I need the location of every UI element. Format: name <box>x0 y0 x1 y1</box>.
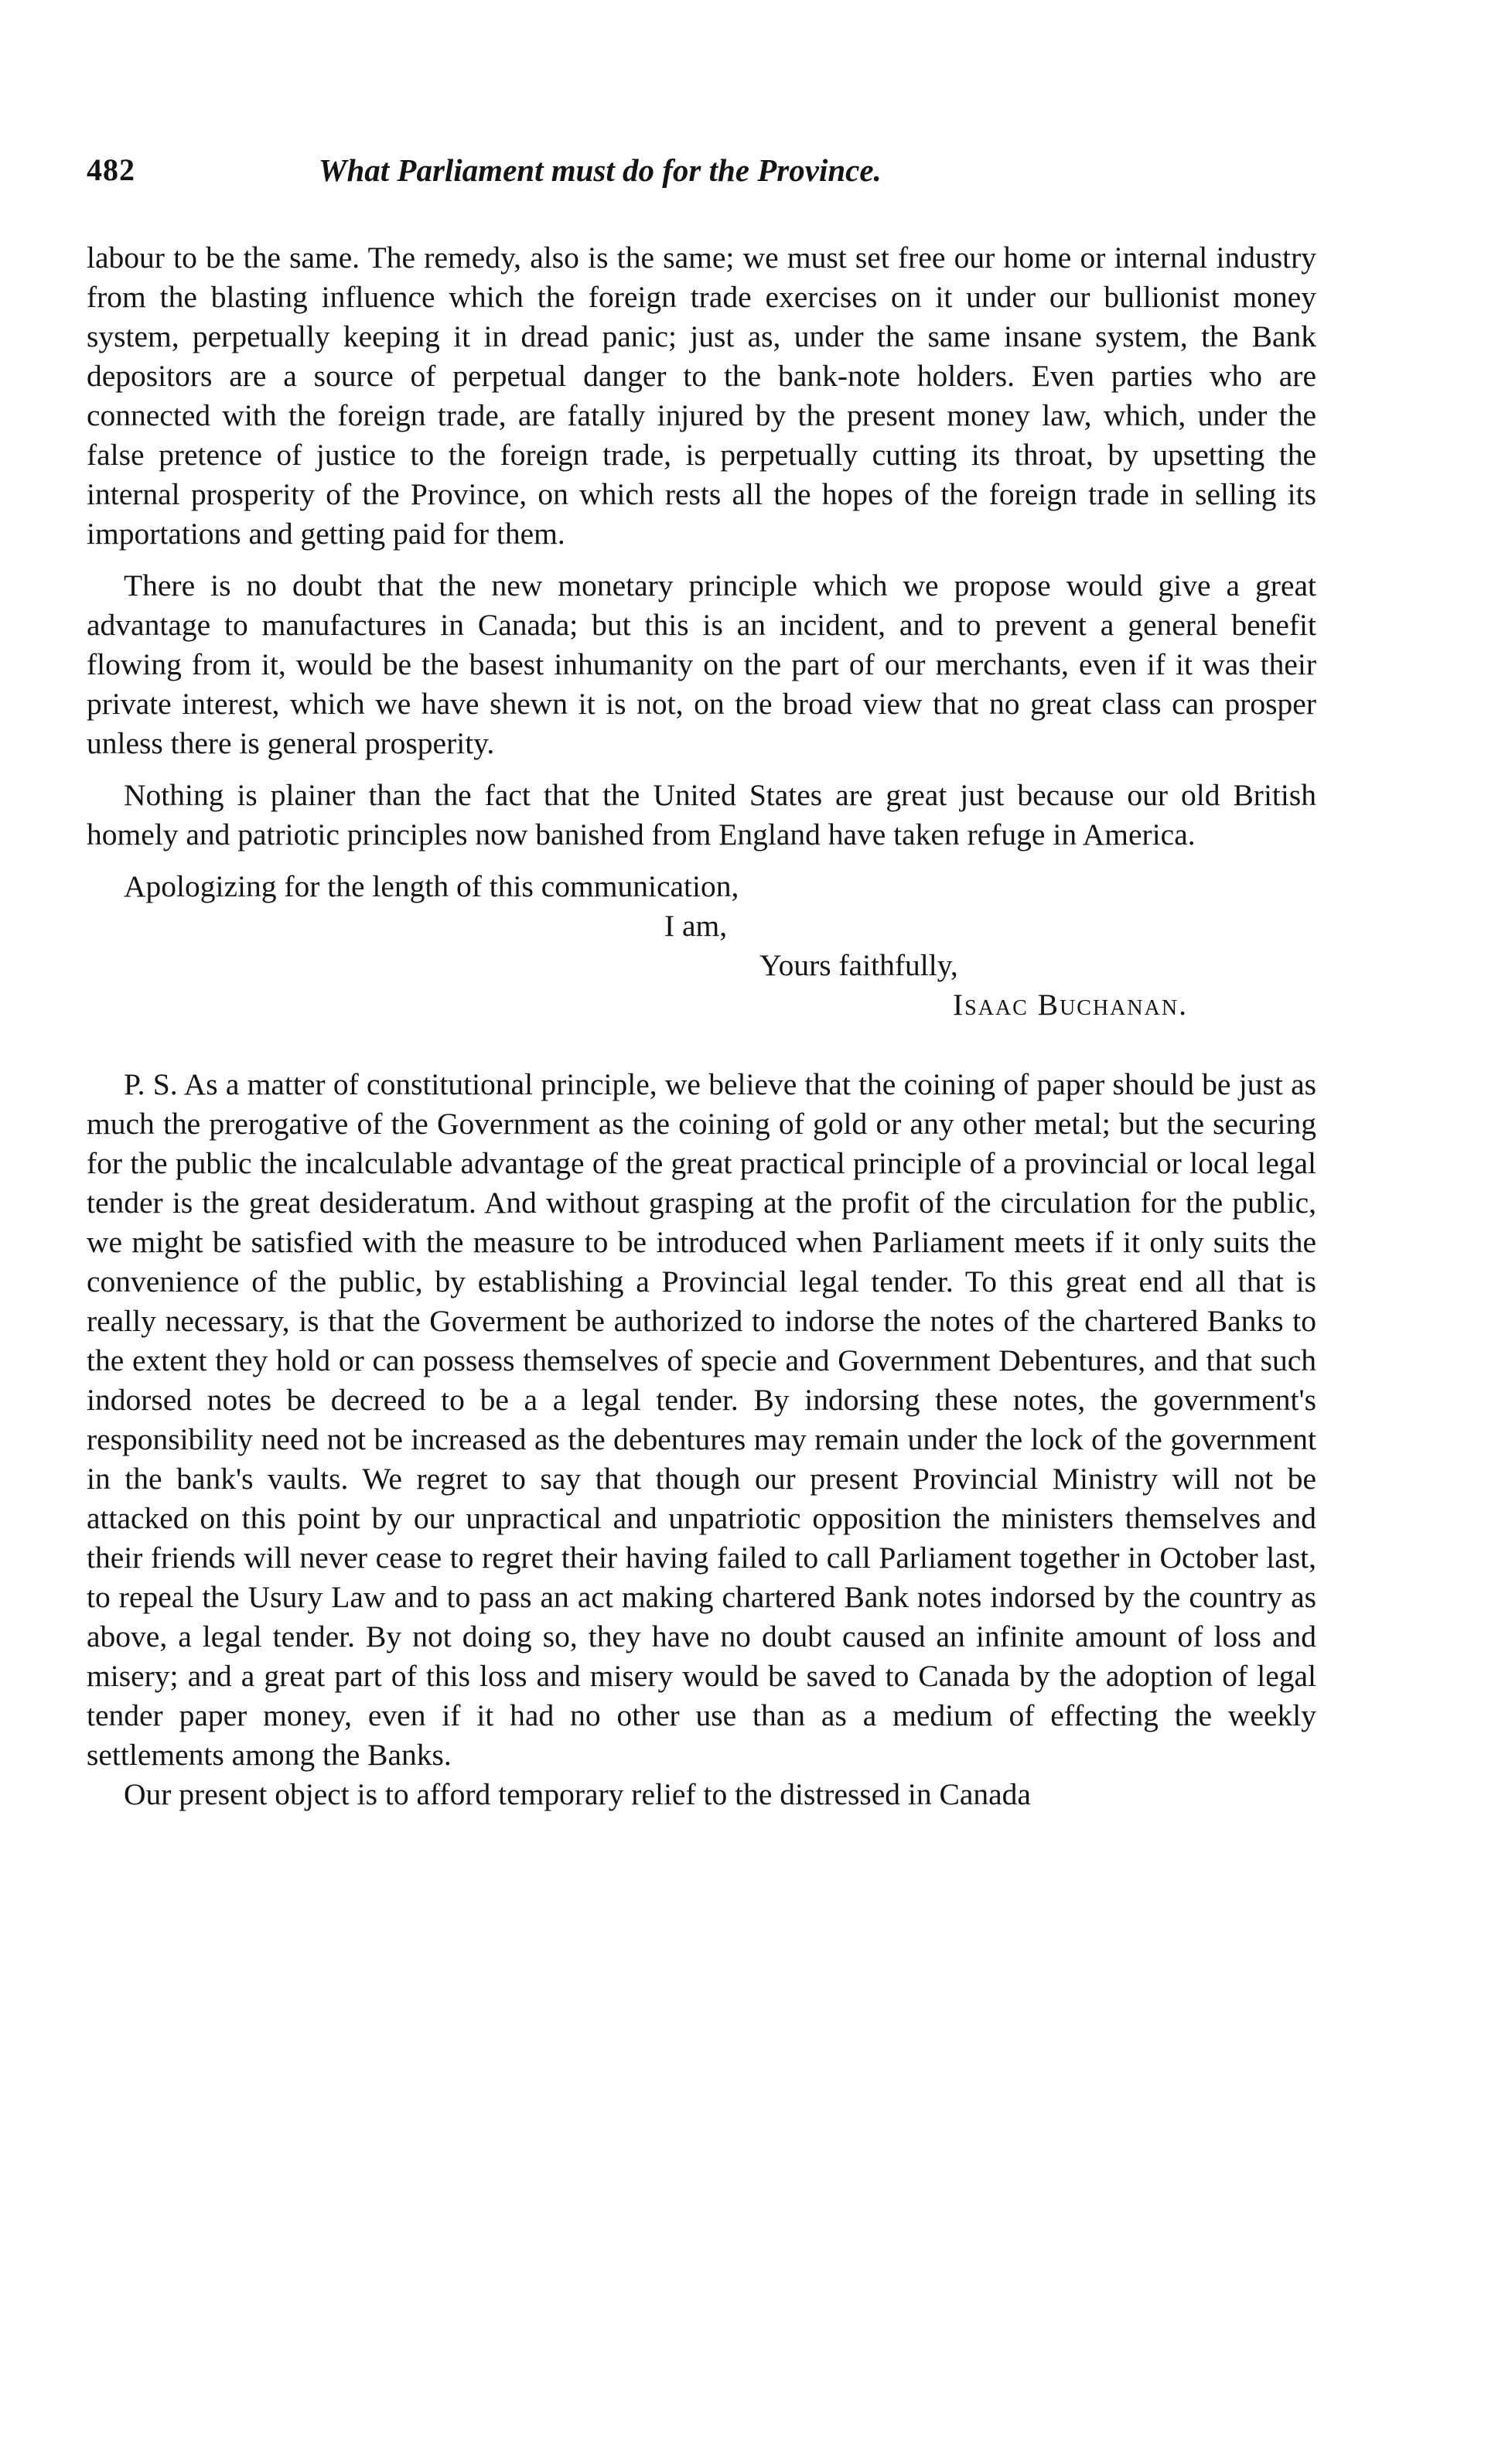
page-header <box>87 152 1324 206</box>
page-number: 482 <box>87 152 135 187</box>
apology-line: Apologizing for the length of this communication, <box>124 869 739 903</box>
paragraph-1: labour to be the same. The remedy, also is the same; we must set free our home or internal industry from the blasting influence which the foreign trade exercises on it under our bullionist money system, perpetually keeping it in dread panic; just as, under the same insane system, the Bank depositors are a source of perpetual danger to the bank-note holders. Even parties who are connected with the foreign trade, are fatally injured by the present money law, which, under the false pretence of justice to the foreign trade, is perpetually cutting its throat, by upsetting the internal prosperity of the Province, on which rests all the hopes of the foreign trade in selling its importations and getting paid for them. <box>87 241 1316 551</box>
running-title: What Parliament must do for the Province. <box>319 152 882 188</box>
paragraph-2: There is no doubt that the new monetary principle which we propose would give a great advantage to manufactures in Canada; but this is an incident, and to prevent a general benefit flowing from it, would be the basest inhumanity on the part of our merchants, even if it was their private interest, which we have shewn it is not, on the broad view that no great class can prosper unless there is general prosperity. <box>87 568 1316 760</box>
postscript-paragraph: P. S. As a matter of constitutional principle, we believe that the coining of paper should be just as much the prerogative of the Government as the coining of gold or any other metal; but the securing for the public the incalculable advantage of the great practical principle of a provincial or local legal tender is the great desideratum. And without grasping at the profit of the circulation for the public, we might be satisfied with the measure to be introduced when Parliament meets if it only suits the convenience of the public, by establishing a Provincial legal tender. To this great end all that is really necessary, is that the Goverment be authorized to indorse the notes of the chartered Banks to the extent they hold or can possess themselves of specie and Government Debentures, and that such indorsed notes be decreed to be a a legal tender. By indorsing these notes, the government's responsibility need not be increased as the debentures may remain under the lock of the government in the bank's vaults. We regret to say that though our present Provincial Ministry will not be attacked on this point by our unpractical and unpatriotic opposition the ministers themselves and their friends will never cease to regret their having failed to call Parliament together in October last, to repeal the Usury Law and to pass an act making chartered Bank notes indorsed by the country as above, a legal tender. By not doing so, they have no doubt caused an infinite amount of loss and misery; and a great part of this loss and misery would be saved to Canada by the adoption of legal tender paper money, even if it had no other use than as a medium of effecting the weekly settlements among the Banks. <box>87 1067 1316 1772</box>
paragraph-3: Nothing is plainer than the fact that the United States are great just because our old British homely and patriotic principles now banished from England have taken refuge in America. <box>87 778 1316 851</box>
signature: Isaac Buchanan. <box>953 988 1188 1022</box>
body-text <box>87 238 1316 1814</box>
paragraph-last: Our present object is to afford temporary relief to the distressed in Canada <box>124 1777 1031 1811</box>
closing-i-am: I am, <box>664 909 728 943</box>
closing-yours-faithfully: Yours faithfully, <box>759 948 958 982</box>
